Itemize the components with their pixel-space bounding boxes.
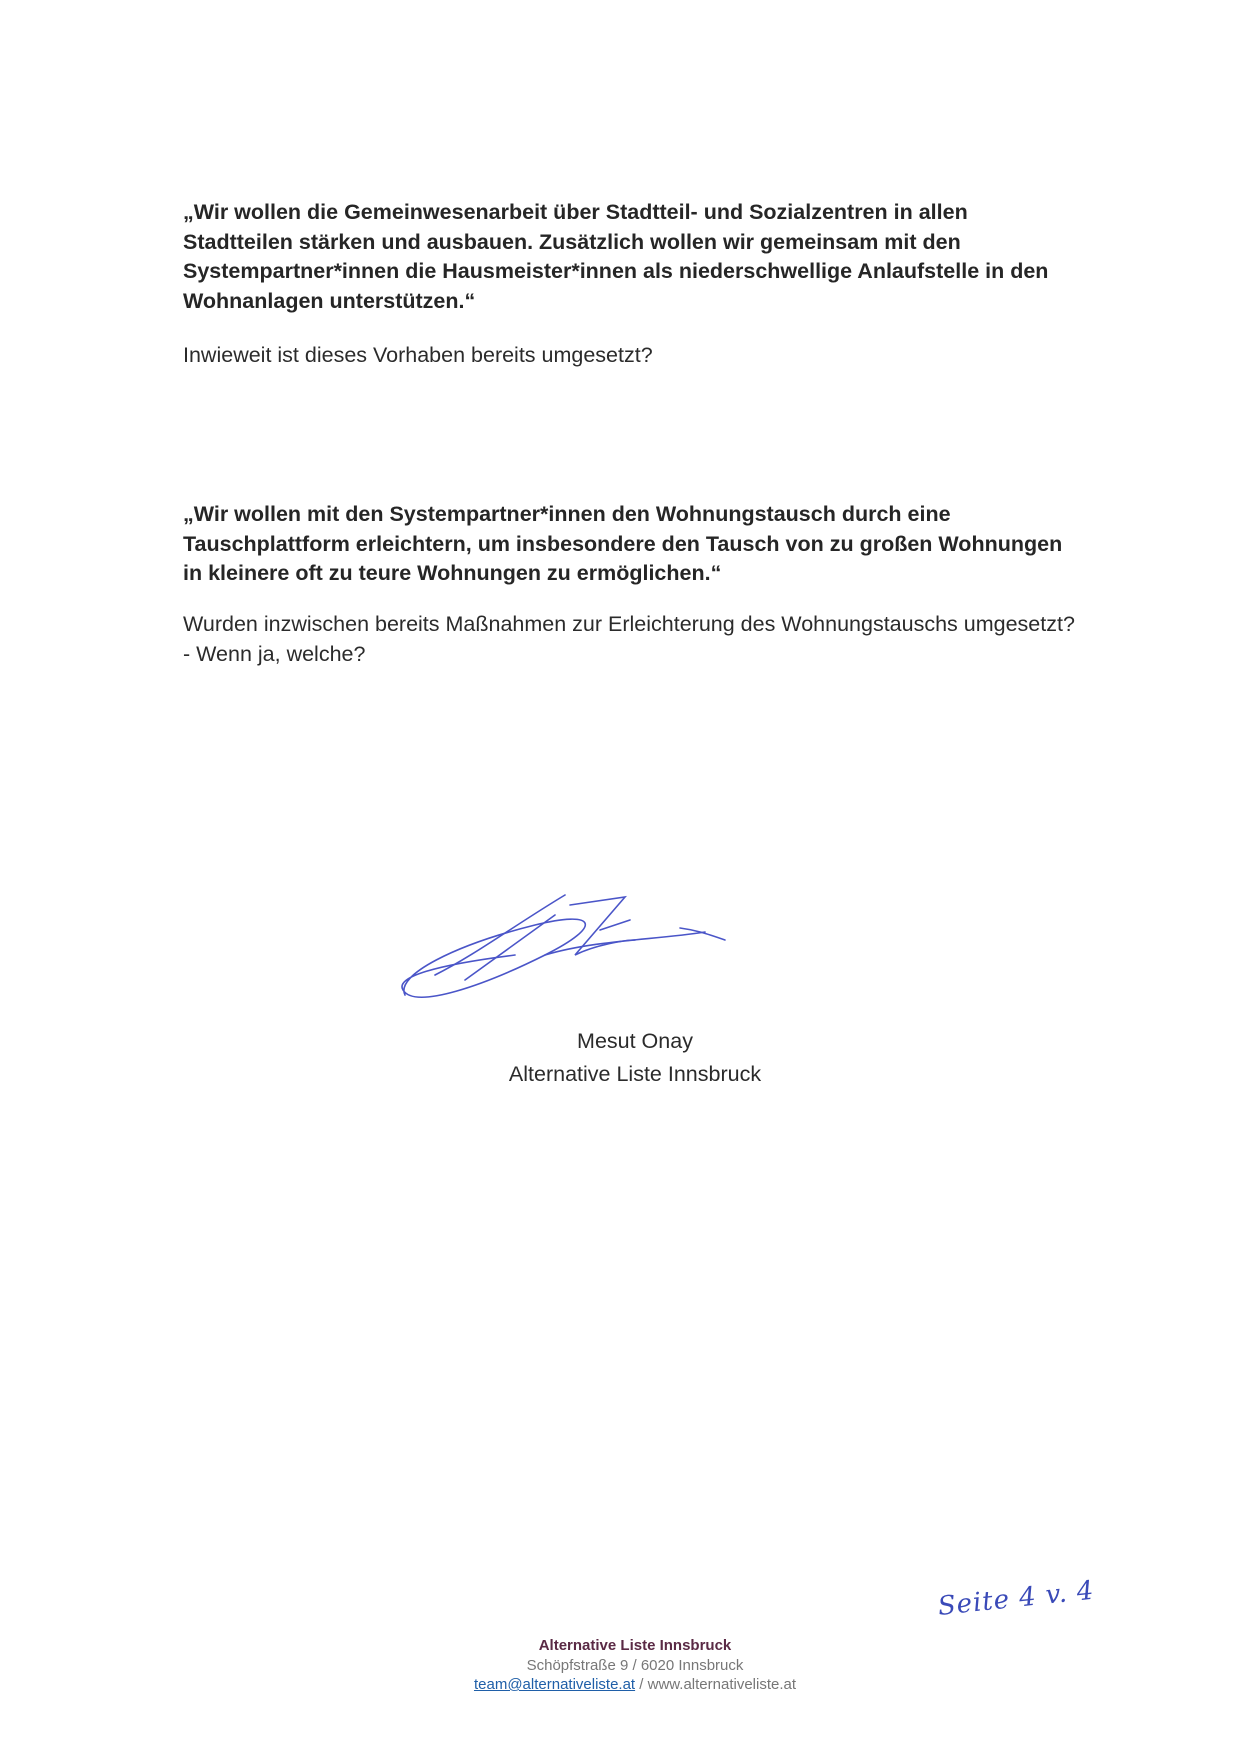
signatory-block xyxy=(0,1025,1244,1091)
question-2-followup: - Wenn ja, welche? xyxy=(183,641,366,666)
handwritten-page-number: Seite 4 v. 4 xyxy=(936,1575,1096,1622)
quote-1: „Wir wollen die Gemeinwesenarbeit über Stadtteil- und Sozialzentren in allen Stadtteilen stärken und ausbauen. Zusätzlich wollen wir gemeinsam mit den Systempartner*innen die Hausmeister*innen als niederschwellige Anlaufstelle in den Wohnanlagen unterstützen.“ xyxy=(183,200,1049,313)
quote-2: „Wir wollen mit den Systempartner*innen den Wohnungstausch durch eine Tauschplattform erleichtern, um insbesondere den Tausch von zu großen Wohnungen in kleinere oft zu teure Wohnungen zu ermöglichen.“ xyxy=(183,502,1063,585)
footer-separator: / xyxy=(635,1676,648,1693)
footer-contact xyxy=(0,1675,1244,1695)
footer-org: Alternative Liste Innsbruck xyxy=(538,1637,732,1654)
question-1: Inwieweit ist dieses Vorhaben bereits umgesetzt? xyxy=(183,343,653,367)
footer-website: www.alternativeliste.at xyxy=(647,1676,797,1693)
signatory-name: Mesut Onay xyxy=(577,1029,693,1053)
question-2-text: Wurden inzwischen bereits Maßnahmen zur Erleichterung des Wohnungstauschs umgesetzt? xyxy=(183,612,1075,636)
footer xyxy=(0,1636,1244,1695)
handwritten-signature xyxy=(395,885,795,1025)
question-2 xyxy=(183,610,1083,669)
footer-email-link[interactable]: team@alternativeliste.at xyxy=(473,1676,636,1693)
footer-address: Schöpfstraße 9 / 6020 Innsbruck xyxy=(526,1656,744,1674)
signatory-organization: Alternative Liste Innsbruck xyxy=(508,1062,762,1086)
